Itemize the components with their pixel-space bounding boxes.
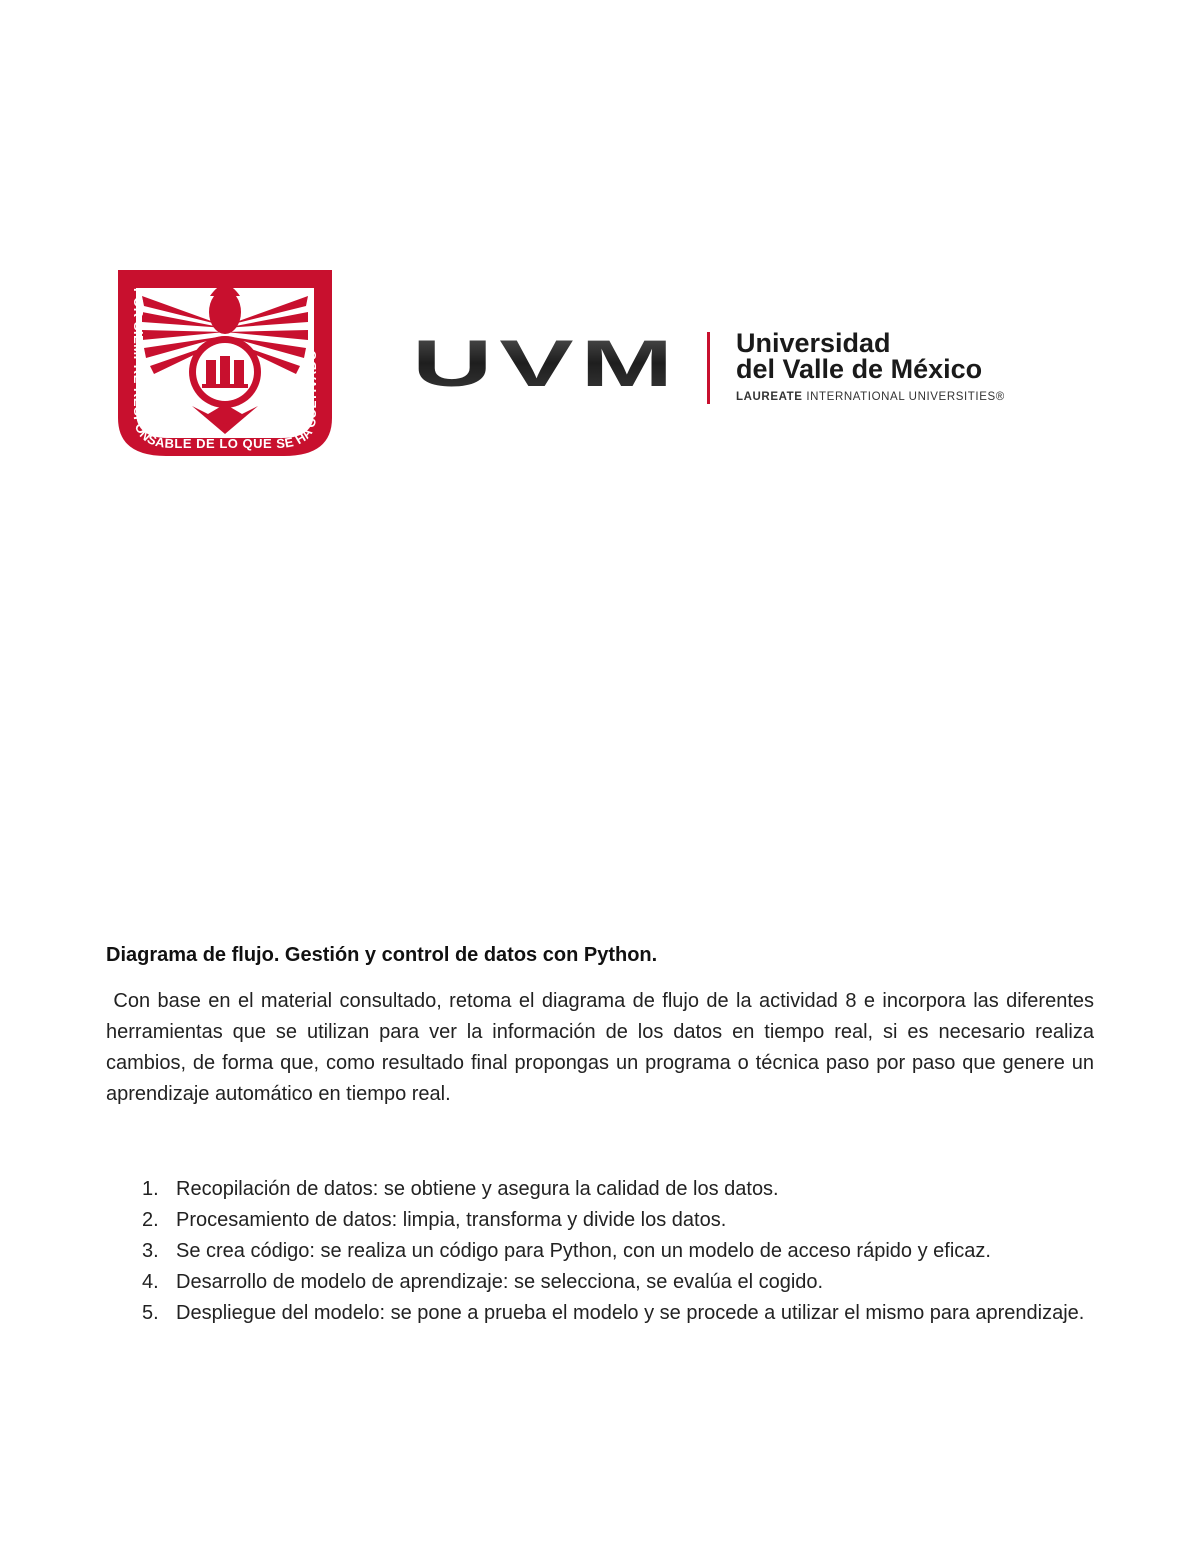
university-name-line2: del Valle de México [736, 354, 983, 384]
list-item-text: Desarrollo de modelo de aprendizaje: se selecciona, se evalúa el cogido. [176, 1271, 824, 1293]
university-seal [114, 266, 336, 458]
list-item-number: 5. [142, 1302, 159, 1324]
list-item-text: Despliegue del modelo: se pone a prueba el modelo y se procede a utilizar el mismo para aprendizaje. [176, 1302, 1085, 1324]
intro-paragraph: Con base en el material consultado, retoma el diagrama de flujo de la actividad 8 e incorpora las diferentes herramientas que se utilizan para ver la información de los datos en tiempo real, si es necesario realiza cambios, de forma que, como resultado final propongas un programa o técnica paso por paso que genere un aprendizaje automático en tiempo real. [106, 990, 1100, 1105]
list-item-text: Procesamiento de datos: limpia, transforma y divide los datos. [176, 1209, 727, 1231]
list-item [106, 1174, 1094, 1205]
list-item-text: Se crea código: se realiza un código para Python, con un modelo de acceso rápido y eficaz. [176, 1240, 991, 1262]
uvm-wordmark: UVM [412, 328, 680, 400]
list-item-number: 2. [142, 1209, 159, 1231]
list-item [106, 1236, 1094, 1267]
list-item [106, 1205, 1094, 1236]
list-item-number: 1. [142, 1178, 159, 1200]
eagle-seal-icon [114, 266, 336, 458]
university-name-line1: Universidad [736, 328, 891, 358]
tagline-bold: LAUREATE [736, 391, 803, 403]
list-item-text: Recopilación de datos: se obtiene y asegura la calidad de los datos. [176, 1178, 779, 1200]
svg-text:POR SIEMPRE RESPONSABLE DE LO: POR SIEMPRE RESPONSABLE DE LO QUE SE HA CULTIVADO [130, 288, 320, 452]
logo-divider [707, 332, 710, 404]
document-title: Diagrama de flujo. Gestión y control de datos con Python. [106, 944, 658, 966]
uvm-logo [412, 328, 1092, 408]
list-item [106, 1267, 1094, 1298]
svg-text:LAUREATE INTERNATIONAL UNIVERS [736, 391, 1005, 403]
tagline-rest: INTERNATIONAL UNIVERSITIES® [802, 391, 1005, 403]
steps-list [106, 1174, 1094, 1329]
list-item-number: 4. [142, 1271, 159, 1293]
list-item-number: 3. [142, 1240, 159, 1262]
list-item [106, 1298, 1094, 1329]
